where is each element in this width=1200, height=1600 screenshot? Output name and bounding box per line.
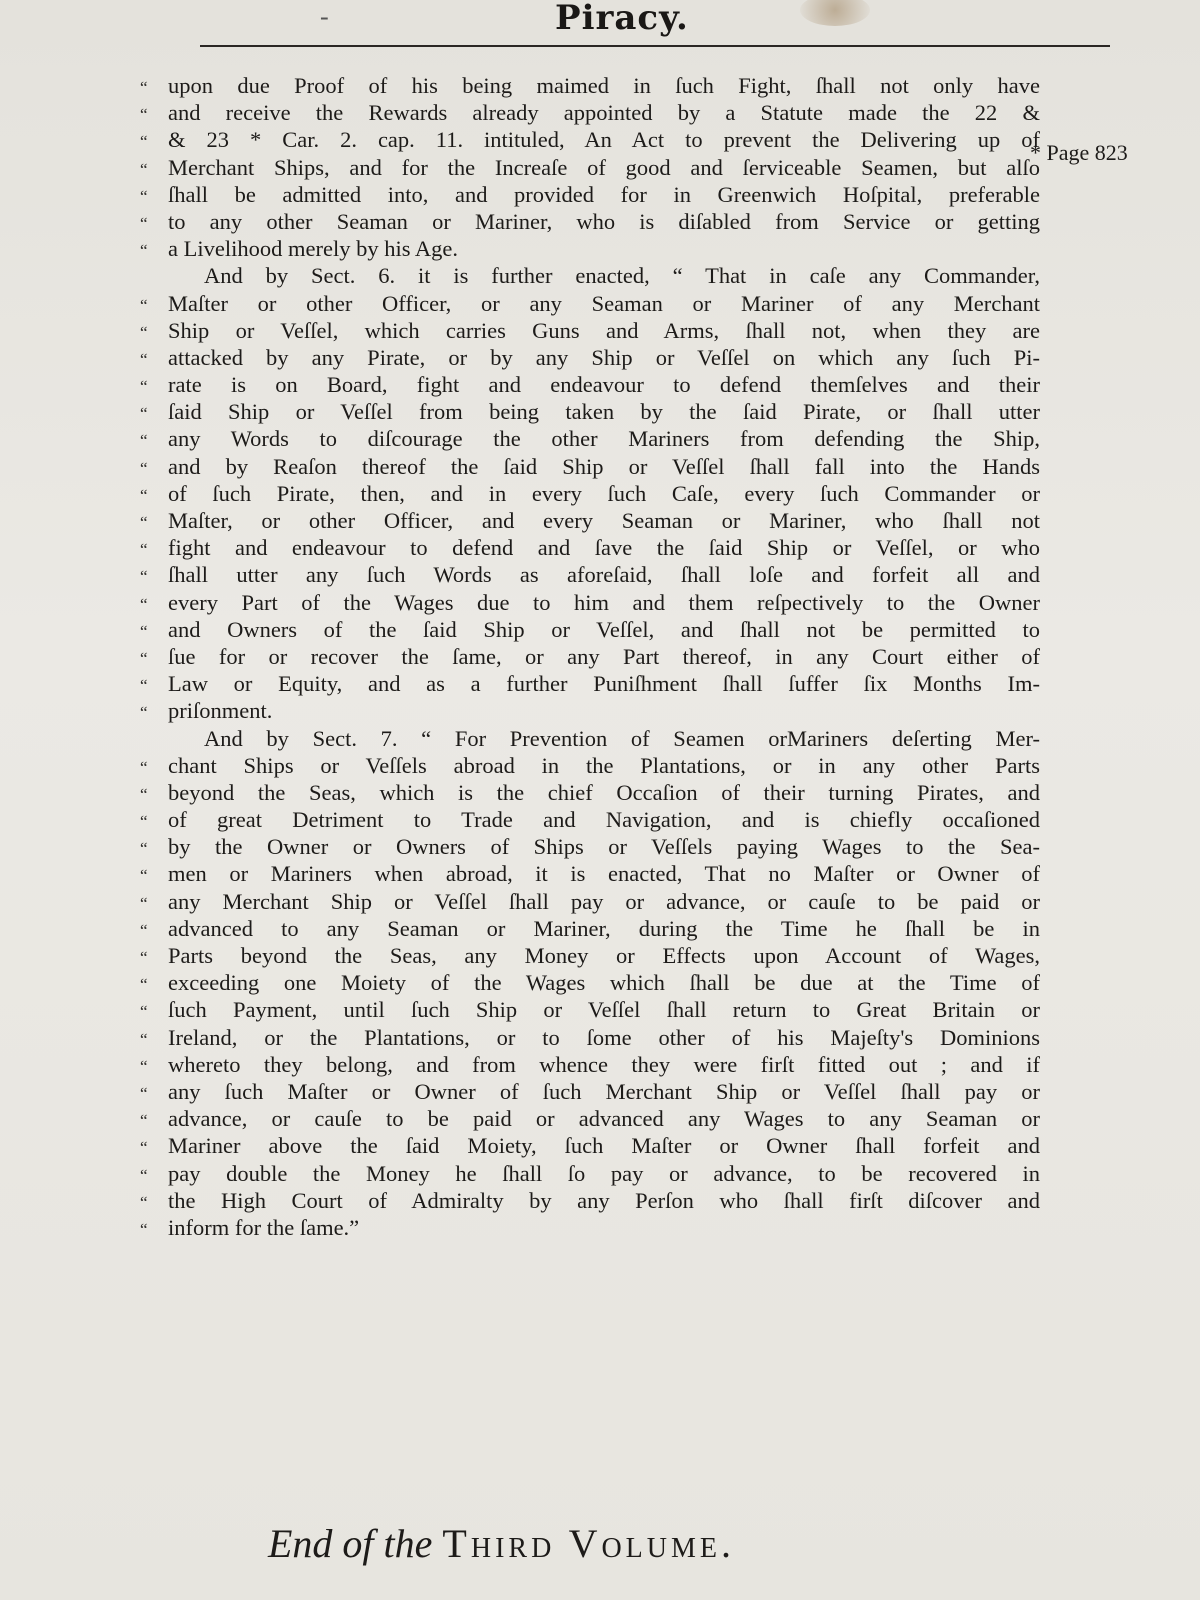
quote-mark: “ [140,1083,148,1103]
line-text: men or Mariners when abroad, it is enacted, That no Maſter or Owner of [168,861,1040,887]
text-line [140,480,1040,507]
line-text: Merchant Ships, and for the Increaſe of good and ſerviceable Seamen, but alſo [168,154,1040,180]
quote-mark: “ [140,893,148,913]
text-line [140,616,1040,643]
line-text: to any other Seaman or Mariner, who is diſabled from Service or getting [168,208,1040,234]
text-line [140,507,1040,534]
quote-mark: “ [140,812,148,832]
quote-mark: “ [140,839,148,859]
quote-mark: “ [140,159,148,179]
line-text: a Livelihood merely by his Age. [168,236,458,262]
text-line [140,453,1040,480]
text-line [140,181,1040,208]
line-text: And by Sect. 7. “ For Prevention of Seamen orMariners deſerting Mer- [204,725,1040,751]
line-text: advanced to any Seaman or Mariner, during the Time he ſhall be in [168,915,1040,941]
text-line [140,670,1040,697]
text-line [140,996,1040,1023]
text-line [140,344,1040,371]
text-line [140,1214,1040,1241]
quote-mark: “ [140,757,148,777]
quote-mark: “ [140,1192,148,1212]
line-text: every Part of the Wages due to him and them reſpectively to the Owner [168,589,1040,615]
line-text: advance, or cauſe to be paid or advanced any Wages to any Seaman or [168,1106,1040,1132]
line-text: Ship or Veſſel, which carries Guns and Arms, ſhall not, when they are [168,317,1040,343]
quote-mark: “ [140,948,148,967]
quote-mark: “ [140,349,148,369]
footer-third-volume: Third Volume. [442,1521,736,1566]
line-text: of great Detriment to Trade and Navigation, and is chiefly occaſioned [168,807,1040,833]
text-line [140,1132,1040,1159]
line-text: Law or Equity, and as a further Puniſhment ſhall ſuffer ſix Months Im- [168,671,1040,697]
text-line [140,72,1040,99]
text-line [140,126,1040,153]
text-line [140,942,1040,969]
line-text: and receive the Rewards already appointed by a Statute made the 22 & [168,100,1040,126]
line-text: Ireland, or the Plantations, or to ſome other of his Majeſty's Dominions [168,1024,1040,1050]
text-line [140,589,1040,616]
text-line [140,1105,1040,1132]
margin-note: * Page 823 [1030,140,1128,165]
quote-mark: “ [140,920,148,940]
body-text [140,72,1040,1241]
text-line [140,1078,1040,1105]
quote-mark: “ [140,241,148,261]
text-line [140,806,1040,833]
quote-mark: “ [140,78,148,97]
line-text: inform for the ſame.” [168,1214,360,1240]
quote-mark: “ [140,377,148,397]
quote-mark: “ [140,648,148,668]
line-text: any Words to diſcourage the other Mariners from defending the Ship, [168,426,1040,452]
quote-mark: “ [140,458,148,478]
quote-mark: “ [140,295,148,315]
line-text: Maſter or other Officer, or any Seaman or Mariner of any Merchant [168,290,1040,316]
text-line [140,888,1040,915]
line-text: ſuch Payment, until ſuch Ship or Veſſel ſhall return to Great Britain or [168,997,1040,1023]
quote-mark: “ [140,1029,148,1049]
end-of-volume [268,1520,968,1567]
text-line [140,290,1040,317]
text-line [140,1187,1040,1214]
quote-mark: “ [140,213,148,233]
text-line [140,725,1040,752]
quote-mark: “ [140,1111,148,1131]
text-line [140,779,1040,806]
quote-mark: “ [140,567,148,587]
line-text: and by Reaſon thereof the ſaid Ship or Veſſel ſhall fall into the Hands [168,453,1040,479]
line-text: exceeding one Moiety of the Wages which ſhall be due at the Time of [168,970,1040,996]
text-line [140,425,1040,452]
line-text: beyond the Seas, which is the chief Occaſion of their turning Pirates, and [168,779,1040,805]
text-line [140,235,1040,262]
running-title: Piracy. [555,0,689,38]
quote-mark: “ [140,540,148,560]
line-text: attacked by any Pirate, or by any Ship or Veſſel on which any ſuch Pi- [168,344,1040,370]
line-text: Parts beyond the Seas, any Money or Effects upon Account of Wages, [168,943,1040,968]
text-line [140,398,1040,425]
text-line [140,1051,1040,1078]
quote-mark: “ [140,621,148,641]
quote-mark: “ [140,132,148,152]
quote-mark: “ [140,784,148,804]
text-line [140,643,1040,670]
text-line [140,208,1040,235]
line-text: any Merchant Ship or Veſſel ſhall pay or advance, or cauſe to be paid or [168,888,1040,914]
line-text: ſaid Ship or Veſſel from being taken by the ſaid Pirate, or ſhall utter [168,399,1040,425]
line-text: chant Ships or Veſſels abroad in the Plantations, or in any other Parts [168,752,1040,778]
line-text: priſonment. [168,698,273,724]
paper-stain [800,0,870,26]
quote-mark: “ [140,1056,148,1076]
text-line [140,915,1040,942]
line-text: of ſuch Pirate, then, and in every ſuch Caſe, every ſuch Commander or [168,480,1040,506]
quote-mark: “ [140,1002,148,1022]
line-text: whereto they belong, and from whence they were firſt fitted out ; and if [168,1051,1040,1077]
text-line [140,1024,1040,1051]
footer-end-of-the: End of the [268,1521,433,1566]
quote-mark: “ [140,866,148,886]
text-line [140,317,1040,344]
text-line [140,262,1040,289]
text-line [140,371,1040,398]
header-dash: - [320,2,329,31]
line-text: ſhall be admitted into, and provided for in Greenwich Hoſpital, preferable [168,181,1040,207]
quote-mark: “ [140,431,148,451]
line-text: And by Sect. 6. it is further enacted, “ That in caſe any Commander, [204,263,1040,289]
text-line [140,1160,1040,1187]
line-text: & 23 * Car. 2. cap. 11. intituled, An Act to prevent the Delivering up of [168,127,1040,153]
line-text: ſhall utter any ſuch Words as aforeſaid, ſhall loſe and forfeit all and [168,562,1040,588]
quote-mark: “ [140,485,148,505]
line-text: by the Owner or Owners of Ships or Veſſels paying Wages to the Sea- [168,834,1040,860]
header-rule [200,45,1110,47]
text-line [140,154,1040,181]
quote-mark: “ [140,1138,148,1158]
line-text: upon due Proof of his being maimed in ſuch Fight, ſhall not only have [168,73,1040,98]
text-line [140,697,1040,724]
line-text: any ſuch Maſter or Owner of ſuch Merchant Ship or Veſſel ſhall pay or [168,1078,1040,1104]
line-text: ſue for or recover the ſame, or any Part thereof, in any Court either of [168,643,1040,669]
line-text: Maſter, or other Officer, and every Seaman or Mariner, who ſhall not [168,508,1040,533]
quote-mark: “ [140,975,148,995]
line-text: pay double the Money he ſhall ſo pay or advance, to be recovered in [168,1160,1040,1186]
quote-mark: “ [140,404,148,424]
quote-mark: “ [140,703,148,723]
quote-mark: “ [140,105,148,125]
text-line [140,99,1040,126]
text-line [140,561,1040,588]
line-text: and Owners of the ſaid Ship or Veſſel, and ſhall not be permitted to [168,616,1040,642]
quote-mark: “ [140,186,148,206]
line-text: the High Court of Admiralty by any Perſon who ſhall firſt diſcover and [168,1187,1040,1213]
line-text: rate is on Board, fight and endeavour to defend themſelves and their [168,372,1040,398]
text-line [140,752,1040,779]
page-header [200,0,1110,70]
quote-mark: “ [140,513,148,532]
text-line [140,534,1040,561]
quote-mark: “ [140,594,148,614]
text-line [140,860,1040,887]
quote-mark: “ [140,1165,148,1185]
line-text: fight and endeavour to defend and ſave the ſaid Ship or Veſſel, or who [168,535,1040,561]
quote-mark: “ [140,1219,148,1239]
line-text: Mariner above the ſaid Moiety, ſuch Maſter or Owner ſhall forfeit and [168,1133,1040,1159]
text-line [140,833,1040,860]
quote-mark: “ [140,322,148,342]
text-line [140,969,1040,996]
quote-mark: “ [140,676,148,696]
